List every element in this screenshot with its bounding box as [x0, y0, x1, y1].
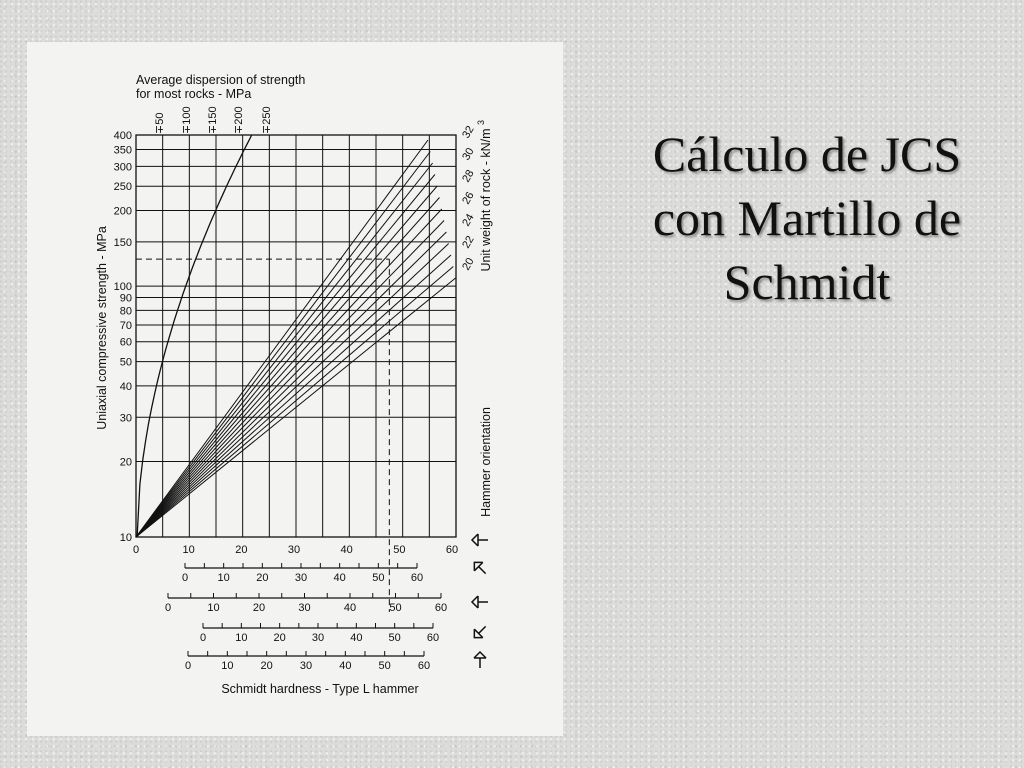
scale-tick-label: 20: [273, 632, 286, 644]
schmidt-hardness-scales: [133, 544, 458, 672]
y-tick-label: 30: [119, 412, 132, 425]
y-tick-label: 100: [113, 281, 132, 294]
unit-weight-tick: 32: [460, 123, 477, 141]
hammer-horizontal-icon: [472, 596, 488, 608]
dispersion-label-250: ∓250: [261, 106, 273, 134]
scale-tick-label: 0: [164, 602, 172, 614]
scale-tick-label: 50: [393, 544, 406, 556]
unit-weight-line: [136, 198, 440, 538]
dispersion-title-line-2: for most rocks - MPa: [136, 87, 252, 101]
unit-weight-tick: 28: [460, 167, 477, 185]
y-tick-label: 400: [113, 130, 132, 142]
hammer-down-icon: [472, 534, 488, 546]
unit-weight-tick: 26: [460, 189, 477, 207]
scale-tick-label: 30: [299, 660, 313, 672]
dispersion-label-100: ∓100: [181, 106, 193, 134]
scale-tick-label: 30: [298, 602, 311, 614]
scale-tick-label: 60: [426, 632, 440, 644]
scale-tick-label: 0: [199, 632, 207, 644]
y-tick-label: 350: [113, 144, 132, 157]
scale-tick-label: 30: [287, 544, 301, 556]
scale-tick-label: 0: [184, 660, 192, 672]
y-tick-label: 300: [113, 161, 132, 174]
hammer-orientation-icons: [470, 534, 490, 668]
scale-tick-label: 40: [340, 544, 353, 556]
slide-title-line-3: Schmidt: [723, 254, 891, 310]
x-axis-label: Schmidt hardness - Type L hammer: [221, 682, 419, 696]
scale-tick-label: 60: [417, 660, 431, 672]
scale-tick-label: 0: [181, 572, 189, 584]
scale-tick-label: 20: [252, 602, 266, 614]
slide-title-line-1: Cálculo de JCS: [652, 126, 962, 182]
y-tick-label: 150: [113, 236, 132, 249]
hammer-orientation-label: Hammer orientation: [479, 407, 493, 517]
scale-tick-label: 50: [372, 572, 385, 584]
unit-weight-line: [136, 152, 430, 538]
scale-tick-label: 30: [311, 632, 325, 644]
hammer-up-icon: [474, 652, 486, 668]
scale-tick-label: 10: [207, 602, 220, 614]
scale-tick-label: 60: [445, 544, 459, 556]
scale-tick-label: 30: [294, 572, 308, 584]
scale-tick-label: 60: [410, 572, 424, 584]
scale-tick-label: 50: [388, 632, 401, 644]
y-tick-label: 80: [119, 305, 132, 318]
unit-weight-tick-labels: [460, 124, 477, 273]
scale-tick-label: 20: [256, 572, 269, 584]
unit-weight-line: [136, 163, 433, 537]
y-axis-label: Uniaxial compressive strength - MPa: [95, 226, 109, 430]
unit-weight-line: [136, 209, 442, 537]
y-tick-label: 20: [119, 456, 132, 469]
unit-weight-line: [136, 221, 444, 538]
scale-tick-label: 0: [132, 544, 140, 556]
y-tick-label: 90: [119, 292, 132, 305]
scale-tick-label: 10: [221, 660, 234, 672]
scale-tick-label: 10: [235, 632, 248, 644]
y-tick-label: 200: [113, 205, 132, 218]
scale-tick-label: 40: [350, 632, 363, 644]
dispersion-label-150: ∓150: [207, 106, 219, 134]
unit-weight-axis-label: Unit weight of rock - kN/m: [479, 128, 493, 272]
hammer-up-45-icon: [470, 622, 490, 642]
unit-weight-tick: 30: [460, 145, 477, 163]
y-tick-label: 60: [119, 336, 132, 349]
y-tick-label: 40: [119, 380, 132, 393]
scale-tick-label: 20: [260, 660, 273, 672]
dispersion-title-line-1: Average dispersion of strength: [136, 73, 306, 87]
y-tick-labels: [114, 130, 132, 544]
scale-tick-label: 10: [182, 544, 195, 556]
unit-weight-superscript: 3: [476, 119, 486, 125]
scale-tick-label: 40: [333, 572, 346, 584]
scale-tick-label: 20: [235, 544, 248, 556]
unit-weight-line: [136, 140, 428, 537]
y-tick-label: 250: [113, 181, 132, 194]
y-tick-label: 10: [119, 532, 132, 544]
unit-weight-tick: 24: [460, 211, 477, 229]
unit-weight-line: [136, 267, 453, 538]
y-tick-label: 70: [119, 319, 132, 332]
dispersion-label-50: ∓50: [154, 112, 166, 134]
scale-tick-label: 40: [339, 660, 352, 672]
hammer-down-45-icon: [470, 558, 490, 578]
unit-weight-tick: 22: [460, 233, 477, 251]
slide-title-line-2: con Martillo de: [652, 190, 962, 246]
scale-tick-label: 40: [343, 602, 357, 614]
scale-tick-label: 50: [389, 602, 402, 614]
scale-tick-label: 10: [217, 572, 230, 584]
unit-weight-line: [136, 232, 446, 537]
unit-weight-tick: 20: [460, 255, 477, 273]
dispersion-label-200: ∓200: [233, 106, 245, 134]
scale-tick-label: 60: [434, 602, 448, 614]
unit-weight-line: [136, 175, 435, 538]
unit-weight-line: [136, 244, 449, 538]
y-tick-label: 50: [119, 356, 132, 369]
scale-tick-label: 50: [378, 660, 391, 672]
